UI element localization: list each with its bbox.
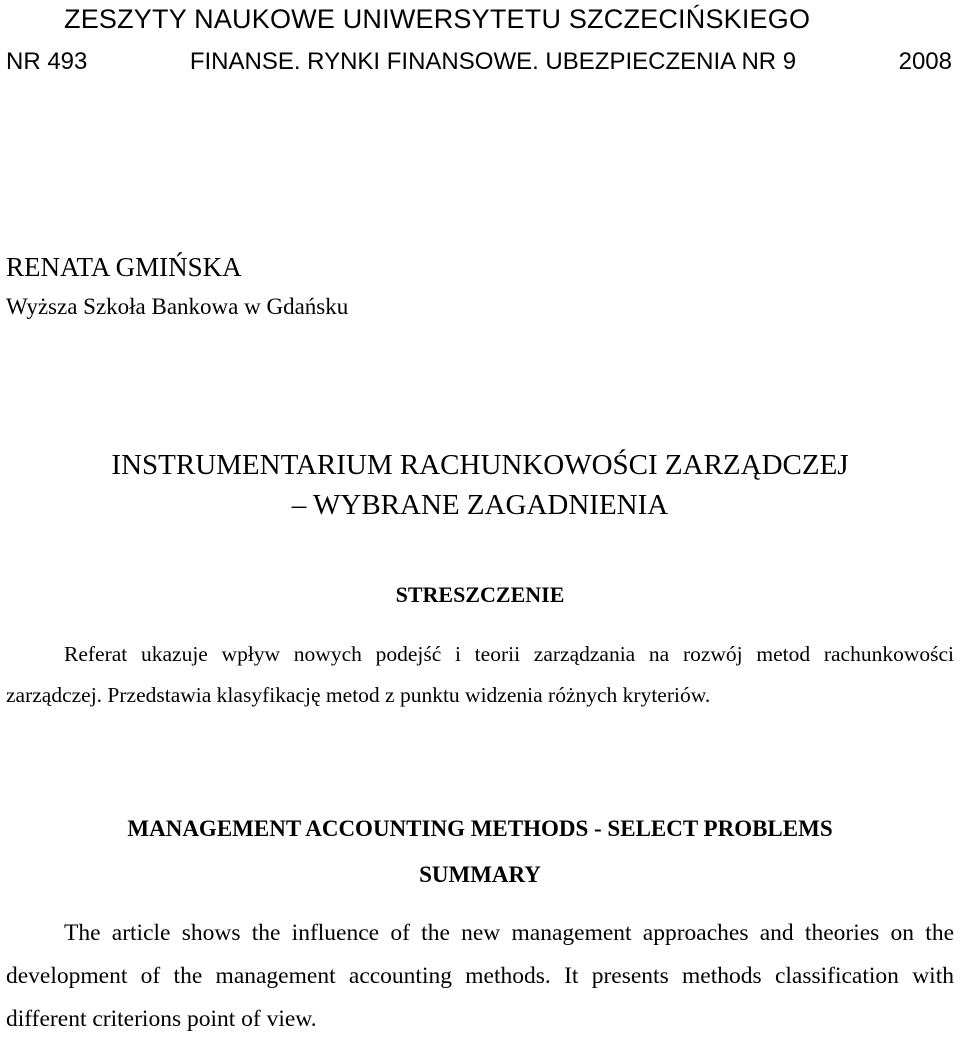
journal-meta xyxy=(6,46,952,78)
journal-number: NR 493 xyxy=(6,48,88,75)
abstract-text-en: The article shows the influence of the new management approaches and theories on the development of the management accounting methods. It presents methods classification with different criterions point of view. xyxy=(6,920,954,1032)
journal-year: 2008 xyxy=(898,48,952,75)
journal-series: FINANSE. RYNKI FINANSOWE. UBEZPIECZENIA NR 9 xyxy=(189,48,797,75)
article-title-en: MANAGEMENT ACCOUNTING METHODS - SELECT PROBLEMS xyxy=(127,816,833,841)
author-affiliation: Wyższa Szkoła Bankowa w Gdańsku xyxy=(6,294,349,319)
article-title-pl: INSTRUMENTARIUM RACHUNKOWOŚCI ZARZĄDCZEJ xyxy=(111,449,849,481)
journal-title: ZESZYTY NAUKOWE UNIWERSYTETU SZCZECIŃSKIEGO xyxy=(64,4,811,34)
article-subtitle-pl: – WYBRANE ZAGADNIENIA xyxy=(291,489,669,521)
abstract-heading-pl: STRESZCZENIE xyxy=(395,582,565,607)
author-name: RENATA GMIŃSKA xyxy=(6,252,242,282)
abstract-text-pl: Referat ukazuje wpływ nowych podejść i teorii zarządzania na rozwój metod rachunkowości zarządczej. Przedstawia klasyfikację metod z punktu widzenia różnych kryteriów. xyxy=(6,642,954,707)
abstract-heading-en: SUMMARY xyxy=(419,862,541,887)
